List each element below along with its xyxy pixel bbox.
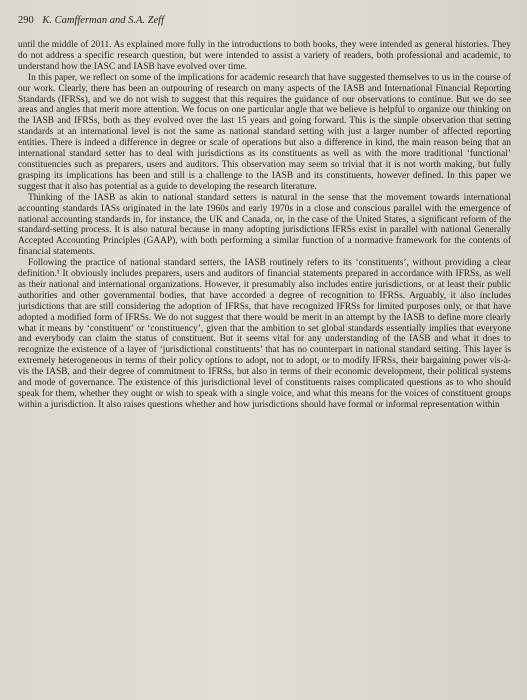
paragraph-constituents: Following the practice of national standard setters, the IASB routinely refers to its ‘constituents’, without providing a clear definition.¹ It obviously includes preparers, users and auditors of financial statements prepared in accordance with IFRSs, as well as their national and international organizations. However, it presumably also includes entire jurisdictions, or at least their public authorities and other governmental bodies, that have accorded a degree of recognition to IFRSs. Arguably, it also includes jurisdictions that are still considering the adoption of IFRSs, that have recognized IFRSs for limited purposes only, or that have adopted a modified form of IFRSs. We do not suggest that there would be merit in an attempt by the IASB to define more clearly what it means by ‘constituent’ or ‘constituency’, given that the ambition to set global standards essentially implies that everyone and everybody can claim the status of constituent. But it seems vital for any understanding of the IASB and what it does to recognize the existence of a layer of ‘jurisdictional constituents’ that has no counterpart in national standard setting. This layer is extremely heterogeneous in terms of their policy options to adopt, not to adopt, or to modify IFRSs, their bargaining power vis-à-vis the IASB, and their degree of commitment to IFRSs, but also in terms of their economic development, their political systems and mode of governance. The existence of this jurisdictional level of constituents raises complicated questions as to who should speak for them, whether they ought or wish to speak with a single voice, and what this means for the voices of constituent groups within a jurisdiction. It also raises questions whether and how jurisdictions should have formal or informal representation within [18,258,511,410]
body-text [18,32,513,411]
paragraph-continuation: until the middle of 2011. As explained more fully in the introductions to both books, they were intended as general histories. They do not address a specific research question, but were intended to assist a variety of readers, both professional and academic, to understand how the IASC and IASB have evolved over time. [18,40,511,72]
paragraph-national-standard-setters: Thinking of the IASB as akin to national standard setters is natural in the sense that the movement towards international accounting standards IASs originated in the late 1960s and early 1970s in a close and conscious parallel with the emergence of national accounting standards in, for instance, the UK and Canada, or, in the case of the United States, a significant reform of the standard-setting process. It is also natural because in many adopting jurisdictions IFRSs exist in parallel with national Generally Accepted Accounting Principles (GAAP), with both performing a similar function of a normative framework for the contents of financial statements. [18,192,511,258]
running-head-authors: K. Camfferman and S.A. Zeff [42,15,165,26]
running-head [18,14,513,32]
paragraph-reflection: In this paper, we reflect on some of the implications for academic research that have suggested themselves to us in the course of our work. Clearly, there has been an outpouring of research on many aspects of the IASB and International Financial Reporting Standards (IFRSs), and we do not wish to suggest that this requires the guidance of our observations to continue. But we do see areas and angles that merit more attention. We focus on one particular angle that we believe is helpful to organize our thinking on the IASB and IFRSs, both as they evolved over the last 15 years and going forward. This is the simple observation that setting standards at an international level is not the same as national standard setting with just a larger number of affected reporting entities. There is indeed a difference in degree or scale of operations but also a difference in kind, the main reason being that an international standard setter has to deal with jurisdictions as its constituents as well as with the more traditional ‘functional’ constituencies such as preparers, users and auditors. This observation may seem so trivial that it is not worth making, but fully grasping its implications has been and still is a challenge to the IASB and its constituents, however defined. In this paper we suggest that it also has potential as a guide to developing the research literature. [18,72,511,192]
page-number: 290 [18,15,34,26]
